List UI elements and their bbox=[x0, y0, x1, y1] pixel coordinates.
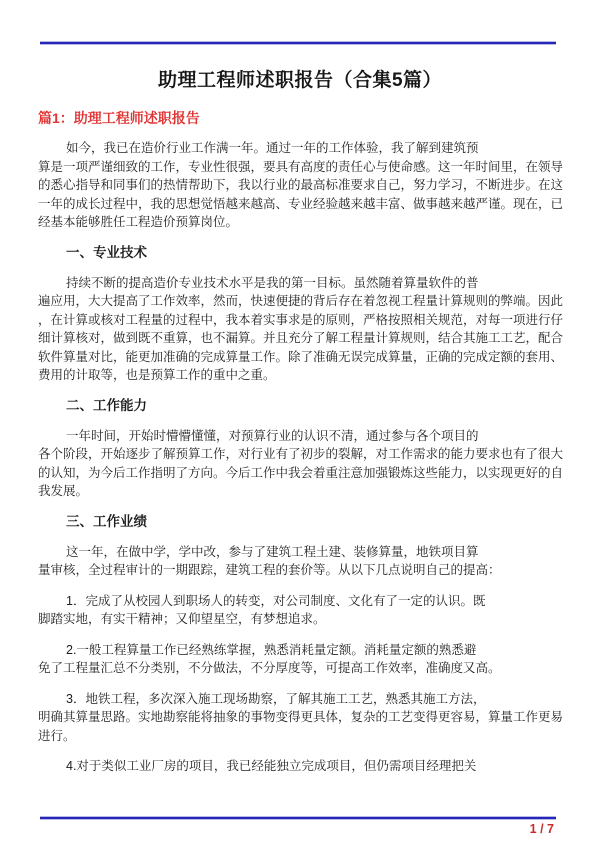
paragraph-line: 遍应用，大大提高了工作效率，然而，快速便捷的背后存在着忽视工程量计算规则的弊端。因此 bbox=[38, 294, 564, 308]
paragraph-line: 的认知，为今后工作指明了方向。今后工作中我会着重注意加强锻炼这些能力，以实现更好的自 bbox=[38, 465, 564, 480]
paragraph bbox=[38, 139, 564, 232]
paragraph-line: 这一年，在做中学，学中改，参与了建筑工程土建、装修算量，地铁项目算 bbox=[66, 544, 479, 559]
paragraph-line: 我发展。 bbox=[38, 484, 89, 498]
paragraph-line: 明确其算量思路。实地勘察能将抽象的事物变得更具体，复杂的工艺变得更容易，算量工作更易 bbox=[38, 710, 564, 724]
paragraph-line: 量审核，全过程审计的一期跟踪，建筑工程的套价等。从以下几点说明自己的提高： bbox=[38, 563, 501, 577]
paragraph-line: 持续不断的提高造价专业技术水平是我的第一目标。虽然随着算量软件的普 bbox=[66, 275, 479, 290]
paragraph-line: 2.一般工程算量工作已经熟练掌握，熟悉消耗量定额。消耗量定额的熟悉避 bbox=[66, 642, 477, 657]
bottom-rule bbox=[40, 817, 556, 819]
paragraph bbox=[38, 690, 564, 746]
paragraph-line: 脚踏实地，有实干精神；又仰望星空，有梦想追求。 bbox=[38, 612, 326, 626]
section-heading: 二、工作能力 bbox=[66, 397, 147, 413]
paragraph-line: 进行。 bbox=[38, 728, 76, 743]
paragraph-line: 1．完成了从校园人到职场人的转变，对公司制度、文化有了一定的认识。既 bbox=[66, 593, 486, 608]
paragraph-line: 经基本能够胜任工程造价预算岗位。 bbox=[38, 215, 239, 229]
paragraph-line: 费用的计取等，也是预算工作的重中之重。 bbox=[38, 368, 276, 382]
document-body bbox=[38, 110, 564, 776]
paragraph-line: 如今，我已在造价行业工作满一年。通过一年的工作体验，我了解到建筑预 bbox=[66, 141, 479, 155]
page-footer bbox=[0, 817, 600, 836]
paragraph-line: 软件算量对比，能更加准确的完成算量工作。除了准确无误完成算量，正确的完成定额的套用、 bbox=[38, 349, 564, 364]
section-heading: 一、专业技术 bbox=[66, 244, 147, 260]
paragraph-line: 一年的成长过程中，我的思想觉悟越来越高、专业经验越来越丰富、做事越来越严谨。现在，已 bbox=[38, 196, 564, 211]
paragraph bbox=[38, 641, 560, 678]
paragraph-line: 的悉心指导和同事们的热情帮助下，我以行业的最高标准要求自己，努力学习，不断进步。在这 bbox=[38, 178, 564, 192]
article-heading: 篇1：助理工程师述职报告 bbox=[38, 110, 200, 126]
section-heading: 三、工作业绩 bbox=[66, 513, 147, 529]
paragraph bbox=[38, 427, 564, 501]
paragraph-line: 各个阶段，开始逐步了解预算工作，对行业有了初步的裂解，对工作需求的能力要求也有了很大 bbox=[38, 447, 564, 461]
top-rule bbox=[40, 42, 556, 44]
paragraph-line: 免了工程量汇总不分类别，不分做法，不分厚度等，可提高工作效率，准确度又高。 bbox=[38, 661, 501, 675]
paragraph-line: 4.对于类似工业厂房的项目，我已经能独立完成项目，但仍需项目经理把关 bbox=[66, 759, 477, 773]
paragraph-line: 算是一项严谨细致的工作，专业性很强，要具有高度的责任心与使命感。这一年时间里，在领导 bbox=[38, 159, 564, 174]
paragraph-line: 细计算核对，做到既不重算，也不漏算。并且充分了解工程量计算规则，结合其施工工艺，配合 bbox=[38, 331, 564, 345]
paragraph bbox=[38, 274, 564, 385]
paragraph-line: 3．地铁工程，多次深入施工现场勘察，了解其施工工艺，熟悉其施工方法， bbox=[66, 691, 486, 706]
paragraph-line: 一年时间，开始时懵懵懂懂，对预算行业的认识不清，通过参与各个项目的 bbox=[66, 428, 479, 443]
paragraph bbox=[38, 592, 560, 629]
document-title: 助理工程师述职报告（合集5篇） bbox=[157, 70, 443, 91]
paragraph bbox=[38, 757, 560, 776]
paragraph-line: ，在计算或核对工程量的过程中，我本着实事求是的原则，严格按照相关规范，对每一项进行仔 bbox=[38, 312, 564, 327]
page-number: 1 / 7 bbox=[529, 822, 554, 836]
paragraph bbox=[38, 543, 560, 580]
